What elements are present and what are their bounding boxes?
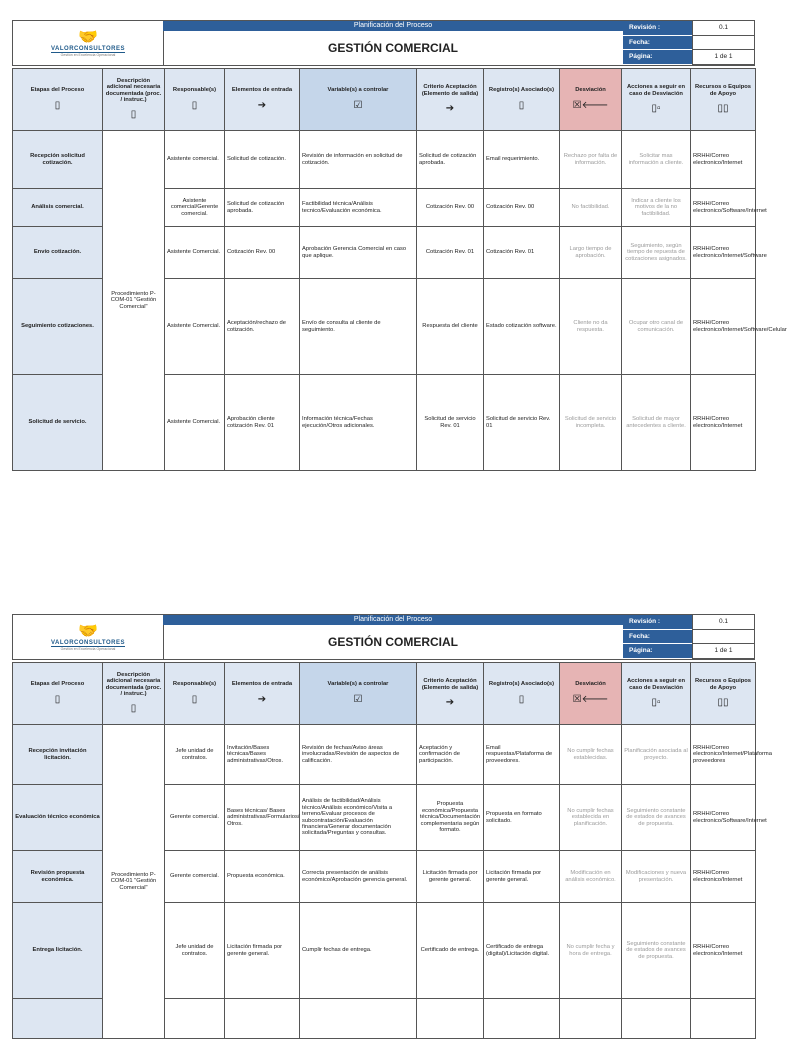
col-recursos: Recursos o Equipos de Apoyo ▯▯ <box>691 663 756 725</box>
responsable-cell: Gerente comercial. <box>165 785 225 851</box>
company-logo <box>13 21 164 65</box>
responsable-cell: Jefe unidad de contratos. <box>165 725 225 785</box>
stage-cell: Envío cotización. <box>13 227 103 279</box>
document-icon: ▯ <box>54 693 61 705</box>
deviation-icon: ☒🡐 <box>572 99 609 111</box>
checkbox-icon: ☑ <box>353 99 363 111</box>
header-row <box>13 69 756 131</box>
pagina-value: 1 de 1 <box>692 644 754 659</box>
col-entrada: Elementos de entrada ➔ <box>225 663 300 725</box>
acciones-cell: Seguimiento constante de estados de avances de propuesta. <box>622 903 691 999</box>
variables-cell: Análisis de factibilidad/Análisis técnico/Análisis económico/Visita a terreno/Evaluar procesos de subcontratación/Evaluación financiera/Generar documentación solicitada/Preguntas y consultas. <box>300 785 417 851</box>
responsable-cell: Asistente Comercial. <box>165 375 225 471</box>
desviacion-cell: Solicitud de servicio incompleta. <box>560 375 622 471</box>
document-icon: ▯ <box>130 703 137 715</box>
col-acciones: Acciones a seguir en caso de Desviación ▯▫ <box>622 69 691 131</box>
criterio-cell: Cotización Rev. 01 <box>417 227 484 279</box>
pagina-value: 1 de 1 <box>692 50 754 65</box>
criterio-cell: Aceptación y confirmación de participación. <box>417 725 484 785</box>
sheet-2 <box>12 614 755 660</box>
responsable-cell: Asistente comercial. <box>165 131 225 189</box>
acciones-cell: Modificaciones y nueva presentación. <box>622 851 691 903</box>
acciones-cell: Ocupar otro canal de comunicación. <box>622 279 691 375</box>
handshake-chart-icon: 🤝 <box>78 28 98 46</box>
sheet-header <box>12 614 755 660</box>
process-table-2 <box>12 662 772 1039</box>
revision-value: 0.1 <box>692 21 754 36</box>
col-etapas: Etapas del Proceso ▯ <box>13 69 103 131</box>
stage-cell: Seguimiento cotizaciones. <box>13 279 103 375</box>
equipment-icon: ▯▯ <box>717 696 729 708</box>
col-responsable: Responsable(s) ▯ <box>165 663 225 725</box>
responsable-cell: Gerente comercial. <box>165 851 225 903</box>
logo-name: VALORCONSULTORES <box>50 639 125 646</box>
fecha-value <box>692 630 754 645</box>
col-etapas: Etapas del Proceso ▯ <box>13 663 103 725</box>
plan-title: Planificación del Proceso <box>163 615 623 625</box>
stage-cell <box>13 999 103 1039</box>
criterio-cell: Propuesta económica/Propuesta técnica/Documentación complementaria según formato. <box>417 785 484 851</box>
variables-cell: Información técnica/Fechas ejecución/Otros adicionales. <box>300 375 417 471</box>
variables-cell: Cumplir fechas de entrega. <box>300 903 417 999</box>
desviacion-cell: Largo tiempo de aprobación. <box>560 227 622 279</box>
revision-block <box>623 21 754 65</box>
variables-cell: Envío de consulta al cliente de seguimiento. <box>300 279 417 375</box>
entrada-cell: Propuesta económica. <box>225 851 300 903</box>
arrow-right-icon: ➔ <box>445 696 455 708</box>
responsable-cell: Asistente Comercial. <box>165 279 225 375</box>
revision-label: Revisión : <box>623 615 692 630</box>
registro-cell: Email respuestas/Plataforma de proveedores. <box>484 725 560 785</box>
criterio-cell: Cotización Rev. 00 <box>417 189 484 227</box>
registro-cell: Certificado de entrega (digital)/Licitación digital. <box>484 903 560 999</box>
desviacion-cell: No cumplir fechas establecidas. <box>560 725 622 785</box>
variables-cell: Correcta presentación de análisis económico/Aprobación gerencia general. <box>300 851 417 903</box>
stage-cell: Recepción invitación licitación. <box>13 725 103 785</box>
col-criterio: Criterio Aceptación (Elemento de salida) ➔ <box>417 69 484 131</box>
deviation-icon: ☒🡐 <box>572 693 609 705</box>
registro-cell: Licitación firmada por gerente general. <box>484 851 560 903</box>
stage-cell: Entrega licitación. <box>13 903 103 999</box>
action-icon: ▯▫ <box>651 102 661 114</box>
recursos-cell: RRHH/Correo electronico/Software/Internet <box>691 785 756 851</box>
col-responsable: Responsable(s) ▯ <box>165 69 225 131</box>
desviacion-cell: Cliente no da respuesta. <box>560 279 622 375</box>
col-entrada: Elementos de entrada ➔ <box>225 69 300 131</box>
recursos-cell: RRHH/Correo electronico/Internet/Software <box>691 227 756 279</box>
action-icon: ▯▫ <box>651 696 661 708</box>
acciones-cell: Indicar a cliente los motivos de la no factibilidad. <box>622 189 691 227</box>
col-registro: Registro(s) Asociado(s) ▯ <box>484 69 560 131</box>
stage-cell: Solicitud de servicio. <box>13 375 103 471</box>
stage-cell: Revisión propuesta económica. <box>13 851 103 903</box>
table-row <box>13 725 756 785</box>
pagina-label: Página: <box>623 644 692 659</box>
entrada-cell: Aceptación/rechazo de cotización. <box>225 279 300 375</box>
desviacion-cell: No cumplir fecha y hora de entrega. <box>560 903 622 999</box>
variables-cell: Aprobación Gerencia Comercial en caso que aplique. <box>300 227 417 279</box>
recursos-cell: RRHH/Correo electronico/Internet <box>691 131 756 189</box>
entrada-cell: Solicitud de cotización. <box>225 131 300 189</box>
recursos-cell: RRHH/Correo electronico/Internet <box>691 375 756 471</box>
recursos-cell: RRHH/Correo electronico/Software/Internet <box>691 189 756 227</box>
entrada-cell: Licitación firmada por gerente general. <box>225 903 300 999</box>
criterio-cell: Certificado de entrega. <box>417 903 484 999</box>
entrada-cell: Aprobación cliente cotización Rev. 01 <box>225 375 300 471</box>
revision-block <box>623 615 754 659</box>
stage-cell: Análisis comercial. <box>13 189 103 227</box>
document-icon: ▯ <box>130 109 137 121</box>
equipment-icon: ▯▯ <box>717 102 729 114</box>
variables-cell: Factibilidad técnica/Análisis tecnico/Evaluación económica. <box>300 189 417 227</box>
logo-tagline: Gestión en Excelencia Operacional <box>60 52 116 57</box>
responsable-cell: Jefe unidad de contratos. <box>165 903 225 999</box>
handshake-chart-icon: 🤝 <box>78 622 98 640</box>
registro-cell: Email requerimiento. <box>484 131 560 189</box>
stage-cell: Recepción solicitud cotización. <box>13 131 103 189</box>
col-registro: Registro(s) Asociado(s) ▯ <box>484 663 560 725</box>
pagina-label: Página: <box>623 50 692 65</box>
acciones-cell: Seguimiento, según tiempo de repuesta de cotizaciones asignados. <box>622 227 691 279</box>
revision-label: Revisión : <box>623 21 692 36</box>
registro-cell: Cotización Rev. 00 <box>484 189 560 227</box>
acciones-cell: Planificación asociada al proyecto. <box>622 725 691 785</box>
header-row <box>13 663 756 725</box>
registro-cell: Cotización Rev. 01 <box>484 227 560 279</box>
col-descripcion: Descripción adicional necesaria documentada (proc. / instruc.) ▯ <box>103 663 165 725</box>
acciones-cell: Solicitar mas información a cliente. <box>622 131 691 189</box>
document-icon: ▯ <box>518 99 525 111</box>
criterio-cell: Solicitud de servicio Rev. 01 <box>417 375 484 471</box>
logo-name: VALORCONSULTORES <box>50 45 125 52</box>
person-icon: ▯ <box>191 99 198 111</box>
col-variables: Variable(s) a controlar ☑ <box>300 69 417 131</box>
registro-cell: Solicitud de servicio Rev. 01 <box>484 375 560 471</box>
desviacion-cell: No cumplir fechas establecida en planificación. <box>560 785 622 851</box>
procedure-cell: Procedimiento P-COM-01 "Gestión Comercial" <box>103 725 165 1039</box>
document-icon: ▯ <box>518 693 525 705</box>
checkbox-icon: ☑ <box>353 693 363 705</box>
entrada-cell: Invitación/Bases técnicas/Bases administrativas/Otros. <box>225 725 300 785</box>
criterio-cell: Respuesta del cliente <box>417 279 484 375</box>
registro-cell: Propuesta en formato solicitado. <box>484 785 560 851</box>
procedure-cell: Procedimiento P-COM-01 "Gestión Comercial" <box>103 131 165 471</box>
desviacion-cell: Rechazo por falta de información. <box>560 131 622 189</box>
recursos-cell: RRHH/Correo electronico/Internet/Plataforma proveedores <box>691 725 756 785</box>
acciones-cell: Seguimiento constante de estados de avances de propuesta. <box>622 785 691 851</box>
col-recursos: Recursos o Equipos de Apoyo ▯▯ <box>691 69 756 131</box>
arrow-right-icon: ➔ <box>445 102 455 114</box>
criterio-cell: Solicitud de cotización aprobada. <box>417 131 484 189</box>
desviacion-cell: No factibilidad. <box>560 189 622 227</box>
variables-cell: Revisión de información en solicitud de cotización. <box>300 131 417 189</box>
entrada-cell: Cotización Rev. 00 <box>225 227 300 279</box>
person-icon: ▯ <box>191 693 198 705</box>
process-table-1 <box>12 68 787 471</box>
criterio-cell: Licitación firmada por gerente general. <box>417 851 484 903</box>
page-title: GESTIÓN COMERCIAL <box>327 41 458 55</box>
col-acciones: Acciones a seguir en caso de Desviación ▯▫ <box>622 663 691 725</box>
sheet-1 <box>12 20 755 66</box>
logo-tagline: Gestión en Excelencia Operacional <box>60 646 116 651</box>
acciones-cell: Solicitud de mayor antecedentes a cliente. <box>622 375 691 471</box>
document-icon: ▯ <box>54 99 61 111</box>
page-title: GESTIÓN COMERCIAL <box>327 635 458 649</box>
col-variables: Variable(s) a controlar ☑ <box>300 663 417 725</box>
arrow-right-icon: ➔ <box>257 99 267 111</box>
responsable-cell: Asistente comercial/Gerente comercial. <box>165 189 225 227</box>
col-descripcion: Descripción adicional necesaria documentada (proc. / instruc.) ▯ <box>103 69 165 131</box>
responsable-cell: Asistente Comercial. <box>165 227 225 279</box>
recursos-cell: RRHH/Correo electronico/Internet <box>691 903 756 999</box>
fecha-label: Fecha: <box>623 630 692 645</box>
stage-cell: Evaluación técnico económica <box>13 785 103 851</box>
entrada-cell: Bases técnicas/ Bases administrativas/Formularios/ Otros. <box>225 785 300 851</box>
recursos-cell: RRHH/Correo electronico/Internet <box>691 851 756 903</box>
company-logo <box>13 615 164 659</box>
desviacion-cell: Modificación en análisis económico. <box>560 851 622 903</box>
registro-cell: Estado cotización software. <box>484 279 560 375</box>
recursos-cell: RRHH/Correo electronico/Internet/Software/Celular <box>691 279 756 375</box>
sheet-header <box>12 20 755 66</box>
col-desviacion: Desviación ☒🡐 <box>560 69 622 131</box>
entrada-cell: Solicitud de cotización aprobada. <box>225 189 300 227</box>
arrow-right-icon: ➔ <box>257 693 267 705</box>
fecha-label: Fecha: <box>623 36 692 51</box>
plan-title: Planificación del Proceso <box>163 21 623 31</box>
col-desviacion: Desviación ☒🡐 <box>560 663 622 725</box>
variables-cell: Revisión de fechas/Aviso áreas involucradas/Revisión de aspectos de calificación. <box>300 725 417 785</box>
revision-value: 0.1 <box>692 615 754 630</box>
table-row <box>13 131 756 189</box>
fecha-value <box>692 36 754 51</box>
col-criterio: Criterio Aceptación (Elemento de salida) ➔ <box>417 663 484 725</box>
